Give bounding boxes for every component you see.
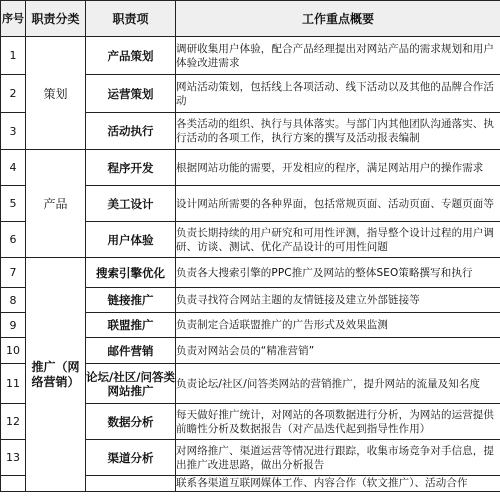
duty-item xyxy=(86,476,176,492)
duty-description: 各类活动的组织、执行与具体落实。与部门内其他团队沟通落实、执行活动的各项工作，执行方案的撰写及活动报表编制 xyxy=(176,113,500,150)
header-desc: 工作重点概要 xyxy=(176,1,500,37)
row-num: 13 xyxy=(1,440,26,476)
row-num: 7 xyxy=(1,258,26,288)
header-num: 序号 xyxy=(1,1,26,37)
duty-description: 负责论坛/社区/问答类网站的营销推广，提升网站的流量及知名度 xyxy=(176,364,500,404)
table-row xyxy=(1,258,500,288)
row-num: 12 xyxy=(1,404,26,440)
row-num: 8 xyxy=(1,288,26,313)
duty-item: 邮件营销 xyxy=(86,338,176,364)
duty-item: 活动执行 xyxy=(86,113,176,150)
duty-item: 论坛/社区/问答类网站推广 xyxy=(86,364,176,404)
duty-description: 根据网站功能的需要，开发相应的程序，满足网站用户的操作需求 xyxy=(176,150,500,186)
duty-item: 程序开发 xyxy=(86,150,176,186)
duty-item: 用户体验 xyxy=(86,222,176,258)
row-num: 2 xyxy=(1,75,26,113)
header-item: 职责项 xyxy=(86,1,176,37)
duty-item: 联盟推广 xyxy=(86,313,176,338)
duty-description: 负责长期持续的用户研究和可用性评测，指导整个设计过程的用户调研、访谈、测试、优化产品设计的可用性问题 xyxy=(176,222,500,258)
table-row xyxy=(1,37,500,75)
duty-description: 调研收集用户体验，配合产品经理提出对网站产品的需求规划和用户体验改进需求 xyxy=(176,37,500,75)
row-num: 5 xyxy=(1,186,26,222)
row-num: 4 xyxy=(1,150,26,186)
duty-item: 链接推广 xyxy=(86,288,176,313)
duty-item: 渠道分析 xyxy=(86,440,176,476)
duty-item: 搜索引擎优化 xyxy=(86,258,176,288)
duty-item: 美工设计 xyxy=(86,186,176,222)
duty-item: 运营策划 xyxy=(86,75,176,113)
duty-description: 负责各大搜索引擎的PPC推广及网站的整体SEO策略撰写和执行 xyxy=(176,258,500,288)
row-num xyxy=(1,476,26,492)
row-num: 10 xyxy=(1,338,26,364)
row-num: 6 xyxy=(1,222,26,258)
duty-description: 设计网站所需要的各种界面，包括常规页面、活动页面、专题页面等 xyxy=(176,186,500,222)
category-cell: 推广（网络营销） xyxy=(26,258,86,492)
category-cell: 产品 xyxy=(26,150,86,258)
duty-description: 负责寻找符合网站主题的友情链接及建立外部链接等 xyxy=(176,288,500,313)
duty-item: 数据分析 xyxy=(86,404,176,440)
duty-description: 对网络推广、渠道运营等情况进行跟踪，收集市场竞争对手信息，提出推广改进思路，做出分析报告 xyxy=(176,440,500,476)
duty-item: 产品策划 xyxy=(86,37,176,75)
duty-description: 每天做好推广统计，对网站的各项数据进行分析，为网站的运营提供前瞻性分析及数据报告（对产品迭代起到指导性作用） xyxy=(176,404,500,440)
row-num: 3 xyxy=(1,113,26,150)
row-num: 1 xyxy=(1,37,26,75)
duty-description: 负责制定合适联盟推广的广告形式及效果监测 xyxy=(176,313,500,338)
row-num: 11 xyxy=(1,364,26,404)
category-cell: 策划 xyxy=(26,37,86,150)
duty-description: 网站活动策划，包括线上各项活动、线下活动以及其他的品牌合作活动 xyxy=(176,75,500,113)
table-row xyxy=(1,150,500,186)
header-row xyxy=(1,1,500,37)
duty-description: 负责对网站会员的“精准营销” xyxy=(176,338,500,364)
header-category: 职责分类 xyxy=(26,1,86,37)
duty-description: 联系各渠道互联网媒体工作、内容合作（软文推广）、活动合作 xyxy=(176,476,500,492)
row-num: 9 xyxy=(1,313,26,338)
